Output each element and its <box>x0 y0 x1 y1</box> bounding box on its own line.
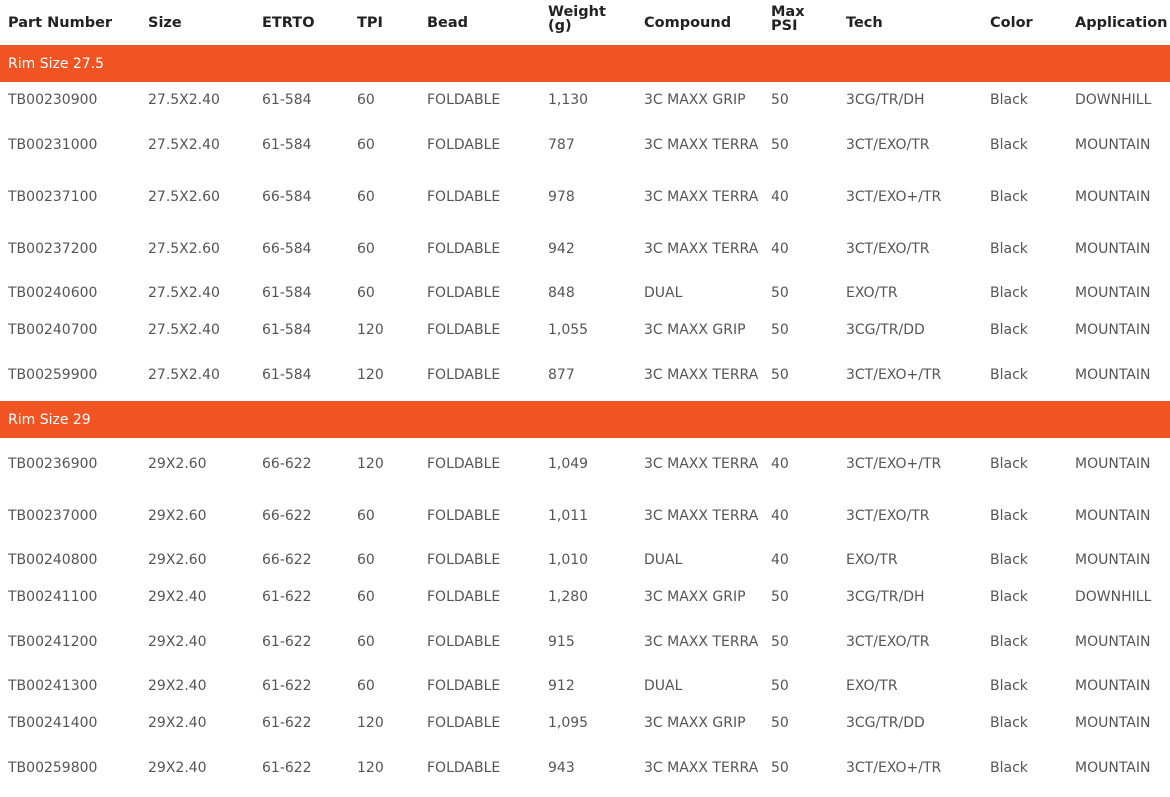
table-row <box>0 171 1170 223</box>
group-label: Rim Size 29 <box>0 401 1170 438</box>
cell-etrto: 61-622 <box>262 759 312 776</box>
table-row <box>0 312 1170 349</box>
table-row <box>0 542 1170 579</box>
cell-bead: FOLDABLE <box>427 715 501 731</box>
cell-weight: 877 <box>548 366 575 383</box>
cell-weight: 1,280 <box>548 589 589 605</box>
cell-tech: EXO/TR <box>846 678 898 694</box>
header-row <box>0 0 1170 45</box>
cell-size: 27.5X2.60 <box>148 240 220 257</box>
cell-tpi: 120 <box>357 322 384 338</box>
cell-weight: 915 <box>548 633 575 650</box>
cell-part-number: TB00241300 <box>8 678 98 694</box>
col-header-size: Size <box>148 14 182 31</box>
cell-color: Black <box>990 633 1028 650</box>
cell-compound: 3C MAXX GRIP <box>644 589 746 605</box>
cell-compound: 3C MAXX TERRA <box>644 366 759 383</box>
group-label: Rim Size 27.5 <box>0 45 1170 82</box>
cell-tpi: 60 <box>357 552 375 568</box>
cell-bead: FOLDABLE <box>427 366 501 383</box>
cell-application: MOUNTAIN <box>1075 366 1151 383</box>
cell-color: Black <box>990 366 1028 383</box>
cell-bead: FOLDABLE <box>427 759 501 776</box>
col-header-compound: Compound <box>644 14 732 31</box>
cell-color: Black <box>990 678 1028 694</box>
cell-size: 29X2.40 <box>148 715 207 731</box>
cell-bead: FOLDABLE <box>427 552 501 568</box>
cell-tpi: 60 <box>357 136 375 153</box>
cell-color: Black <box>990 92 1028 108</box>
cell-bead: FOLDABLE <box>427 633 501 650</box>
cell-weight: 1,095 <box>548 715 589 731</box>
cell-weight: 912 <box>548 678 575 694</box>
cell-max-psi: 50 <box>771 633 789 650</box>
cell-etrto: 66-622 <box>262 552 312 568</box>
cell-application: DOWNHILL <box>1075 92 1152 108</box>
cell-tpi: 60 <box>357 633 375 650</box>
table-body <box>0 45 1170 794</box>
cell-size: 27.5X2.40 <box>148 92 220 108</box>
cell-part-number: TB00236900 <box>8 455 98 472</box>
cell-size: 27.5X2.40 <box>148 136 220 153</box>
col-header-weight-line1: Weight <box>548 4 606 20</box>
cell-tpi: 60 <box>357 240 375 257</box>
cell-tech: 3CG/TR/DH <box>846 589 925 605</box>
cell-max-psi: 40 <box>771 188 789 205</box>
cell-tpi: 120 <box>357 366 384 383</box>
cell-size: 27.5X2.60 <box>148 188 220 205</box>
cell-max-psi: 50 <box>771 366 789 383</box>
cell-compound: 3C MAXX TERRA <box>644 633 759 650</box>
cell-part-number: TB00237100 <box>8 188 98 205</box>
group-header-row <box>0 45 1170 82</box>
cell-application: MOUNTAIN <box>1075 759 1151 776</box>
cell-color: Black <box>990 552 1028 568</box>
col-header-bead: Bead <box>427 14 469 31</box>
cell-bead: FOLDABLE <box>427 322 501 338</box>
cell-tech: 3CT/EXO+/TR <box>846 188 942 205</box>
cell-etrto: 66-584 <box>262 240 312 257</box>
col-header-application: Application <box>1075 14 1168 31</box>
col-header-tpi: TPI <box>357 14 383 31</box>
cell-tech: 3CG/TR/DH <box>846 92 925 108</box>
cell-application: MOUNTAIN <box>1075 633 1151 650</box>
col-header-weight-line2: (g) <box>548 18 572 34</box>
cell-tpi: 60 <box>357 188 375 205</box>
cell-tpi: 60 <box>357 507 375 524</box>
cell-size: 27.5X2.40 <box>148 322 220 338</box>
cell-compound: 3C MAXX TERRA <box>644 136 759 153</box>
cell-tech: 3CT/EXO/TR <box>846 633 930 650</box>
col-header-tech: Tech <box>846 14 883 31</box>
cell-tech: 3CG/TR/DD <box>846 322 925 338</box>
cell-weight: 978 <box>548 188 575 205</box>
cell-size: 29X2.40 <box>148 633 207 650</box>
cell-bead: FOLDABLE <box>427 285 501 301</box>
group-header-row <box>0 401 1170 438</box>
col-header-etrto: ETRTO <box>262 14 315 31</box>
cell-application: MOUNTAIN <box>1075 188 1151 205</box>
cell-bead: FOLDABLE <box>427 507 501 524</box>
cell-weight: 1,130 <box>548 92 589 108</box>
cell-tech: 3CT/EXO+/TR <box>846 366 942 383</box>
cell-etrto: 61-584 <box>262 322 312 338</box>
cell-size: 29X2.40 <box>148 678 207 694</box>
table-row <box>0 119 1170 171</box>
cell-tech: EXO/TR <box>846 552 898 568</box>
cell-compound: 3C MAXX TERRA <box>644 240 759 257</box>
table-row <box>0 223 1170 275</box>
cell-weight: 1,010 <box>548 552 589 568</box>
cell-weight: 1,055 <box>548 322 589 338</box>
cell-max-psi: 40 <box>771 507 789 524</box>
cell-etrto: 61-622 <box>262 633 312 650</box>
cell-max-psi: 50 <box>771 92 789 108</box>
cell-size: 29X2.60 <box>148 507 207 524</box>
cell-application: MOUNTAIN <box>1075 715 1151 731</box>
table-row <box>0 490 1170 542</box>
cell-size: 29X2.60 <box>148 552 207 568</box>
cell-compound: DUAL <box>644 552 683 568</box>
table-row <box>0 275 1170 312</box>
cell-max-psi: 50 <box>771 285 789 301</box>
cell-size: 27.5X2.40 <box>148 366 220 383</box>
cell-etrto: 61-584 <box>262 92 312 108</box>
cell-compound: 3C MAXX TERRA <box>644 188 759 205</box>
cell-max-psi: 50 <box>771 589 789 605</box>
cell-application: MOUNTAIN <box>1075 136 1151 153</box>
cell-compound: 3C MAXX TERRA <box>644 455 759 472</box>
cell-etrto: 61-622 <box>262 715 312 731</box>
cell-weight: 1,049 <box>548 455 589 472</box>
cell-compound: 3C MAXX TERRA <box>644 507 759 524</box>
cell-compound: 3C MAXX GRIP <box>644 715 746 731</box>
cell-compound: 3C MAXX GRIP <box>644 92 746 108</box>
cell-tech: 3CT/EXO/TR <box>846 240 930 257</box>
cell-weight: 942 <box>548 240 575 257</box>
cell-bead: FOLDABLE <box>427 240 501 257</box>
cell-etrto: 66-622 <box>262 507 312 524</box>
cell-max-psi: 50 <box>771 678 789 694</box>
col-header-psi-line1: Max <box>771 4 805 20</box>
cell-tpi: 60 <box>357 92 375 108</box>
cell-bead: FOLDABLE <box>427 136 501 153</box>
cell-application: MOUNTAIN <box>1075 552 1151 568</box>
cell-part-number: TB00237000 <box>8 507 98 524</box>
cell-tpi: 60 <box>357 589 375 605</box>
cell-bead: FOLDABLE <box>427 92 501 108</box>
cell-bead: FOLDABLE <box>427 589 501 605</box>
table-row <box>0 616 1170 668</box>
table-row <box>0 668 1170 705</box>
cell-max-psi: 50 <box>771 322 789 338</box>
cell-color: Black <box>990 240 1028 257</box>
cell-part-number: TB00241200 <box>8 633 98 650</box>
cell-etrto: 61-622 <box>262 589 312 605</box>
cell-color: Black <box>990 507 1028 524</box>
cell-color: Black <box>990 322 1028 338</box>
cell-tpi: 120 <box>357 455 384 472</box>
cell-compound: DUAL <box>644 285 683 301</box>
table-row <box>0 742 1170 794</box>
cell-tech: 3CT/EXO+/TR <box>846 759 942 776</box>
cell-etrto: 61-584 <box>262 366 312 383</box>
cell-weight: 1,011 <box>548 507 589 524</box>
cell-max-psi: 50 <box>771 715 789 731</box>
cell-tech: 3CT/EXO/TR <box>846 136 930 153</box>
cell-part-number: TB00240700 <box>8 322 98 338</box>
cell-part-number: TB00241100 <box>8 589 98 605</box>
cell-bead: FOLDABLE <box>427 455 501 472</box>
cell-application: DOWNHILL <box>1075 589 1152 605</box>
cell-application: MOUNTAIN <box>1075 240 1151 257</box>
cell-etrto: 61-622 <box>262 678 312 694</box>
cell-part-number: TB00230900 <box>8 92 98 108</box>
cell-tech: 3CT/EXO+/TR <box>846 455 942 472</box>
cell-application: MOUNTAIN <box>1075 507 1151 524</box>
cell-etrto: 66-622 <box>262 455 312 472</box>
cell-part-number: TB00259800 <box>8 759 98 776</box>
cell-color: Black <box>990 188 1028 205</box>
cell-etrto: 61-584 <box>262 285 312 301</box>
cell-bead: FOLDABLE <box>427 678 501 694</box>
cell-compound: 3C MAXX GRIP <box>644 322 746 338</box>
cell-tech: 3CG/TR/DD <box>846 715 925 731</box>
cell-max-psi: 50 <box>771 136 789 153</box>
table-row <box>0 349 1170 401</box>
cell-application: MOUNTAIN <box>1075 678 1151 694</box>
cell-color: Black <box>990 715 1028 731</box>
cell-max-psi: 40 <box>771 552 789 568</box>
cell-part-number: TB00241400 <box>8 715 98 731</box>
table-row <box>0 579 1170 616</box>
cell-max-psi: 40 <box>771 240 789 257</box>
cell-max-psi: 50 <box>771 759 789 776</box>
cell-tech: EXO/TR <box>846 285 898 301</box>
cell-size: 29X2.60 <box>148 455 207 472</box>
col-header-weight <box>540 0 636 45</box>
table-row <box>0 438 1170 490</box>
cell-size: 29X2.40 <box>148 589 207 605</box>
cell-color: Black <box>990 136 1028 153</box>
cell-color: Black <box>990 285 1028 301</box>
cell-bead: FOLDABLE <box>427 188 501 205</box>
cell-weight: 848 <box>548 285 575 301</box>
col-header-max-psi <box>763 0 838 45</box>
cell-part-number: TB00240600 <box>8 285 98 301</box>
cell-color: Black <box>990 589 1028 605</box>
cell-part-number: TB00237200 <box>8 240 98 257</box>
cell-size: 27.5X2.40 <box>148 285 220 301</box>
cell-compound: 3C MAXX TERRA <box>644 759 759 776</box>
cell-part-number: TB00259900 <box>8 366 98 383</box>
cell-application: MOUNTAIN <box>1075 455 1151 472</box>
cell-size: 29X2.40 <box>148 759 207 776</box>
cell-part-number: TB00240800 <box>8 552 98 568</box>
cell-weight: 787 <box>548 136 575 153</box>
cell-tpi: 60 <box>357 678 375 694</box>
table-row <box>0 705 1170 742</box>
cell-application: MOUNTAIN <box>1075 322 1151 338</box>
col-header-color: Color <box>990 14 1033 31</box>
cell-weight: 943 <box>548 759 575 776</box>
col-header-part-number: Part Number <box>8 14 113 31</box>
cell-part-number: TB00231000 <box>8 136 98 153</box>
cell-tpi: 60 <box>357 285 375 301</box>
cell-compound: DUAL <box>644 678 683 694</box>
table-row <box>0 82 1170 119</box>
cell-application: MOUNTAIN <box>1075 285 1151 301</box>
cell-tpi: 120 <box>357 759 384 776</box>
cell-tpi: 120 <box>357 715 384 731</box>
cell-max-psi: 40 <box>771 455 789 472</box>
col-header-psi-line2: PSI <box>771 18 798 34</box>
cell-etrto: 66-584 <box>262 188 312 205</box>
cell-color: Black <box>990 759 1028 776</box>
cell-tech: 3CT/EXO/TR <box>846 507 930 524</box>
cell-color: Black <box>990 455 1028 472</box>
cell-etrto: 61-584 <box>262 136 312 153</box>
